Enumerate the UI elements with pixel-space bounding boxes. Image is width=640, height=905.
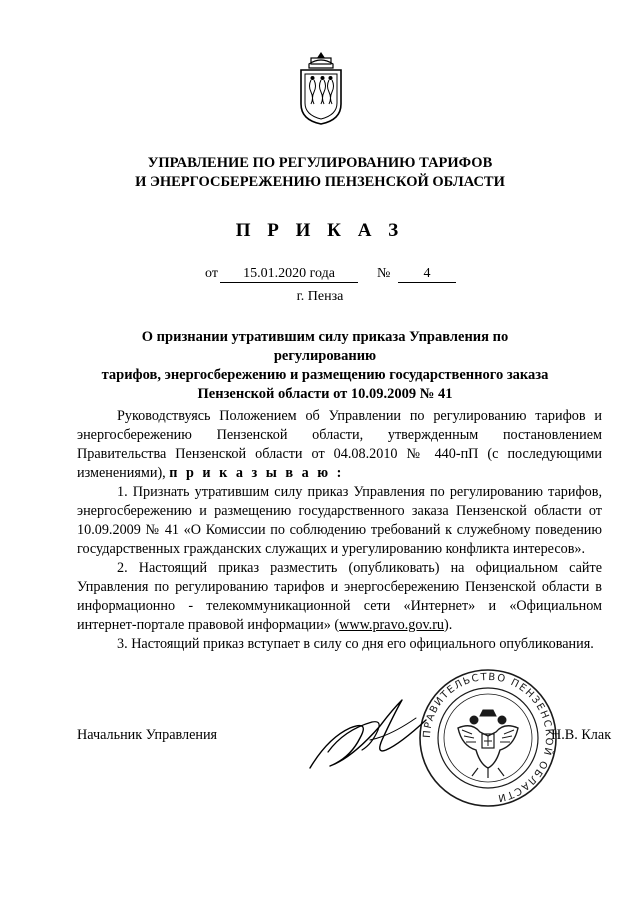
seal-ring-text: ПРАВИТЕЛЬСТВО ПЕНЗЕНСКОЙ ОБЛАСТИ (421, 671, 555, 804)
item-2-text: 2. Настоящий приказ разместить (опубликовать) на официальном сайте Управления по регулированию тарифов и энергосбережению Пензенской области в информационно - телекоммуникационной сети «Интернет» и «Официальном интернет-портале правовой информации» ( (77, 560, 602, 633)
number-prefix: № (377, 266, 391, 281)
subject-line-2: тарифов, энергосбережению и размещению государственного заказа (101, 367, 549, 383)
coat-of-arms-icon (296, 50, 346, 126)
document-type-title: П Р И К А З (235, 220, 405, 241)
item-2-end: ). (444, 617, 453, 633)
order-number: 4 (398, 266, 456, 283)
subject-line-1: О признании утратившим силу приказа Управления по регулированию (141, 329, 509, 364)
handwritten-signature (300, 690, 440, 780)
signatory-role: Начальник Управления (77, 727, 218, 743)
item-3: 3. Настоящий приказ вступает в силу со дня его официального опубликования. (117, 636, 594, 652)
subject-line-3: Пензенской области от 10.09.2009 № 41 (197, 386, 453, 402)
order-body (77, 407, 602, 654)
order-word: п р и к а з ы в а ю : (169, 465, 344, 481)
city: г. Пенза (296, 289, 344, 304)
order-subject (90, 328, 560, 404)
preamble-paragraph (77, 407, 602, 483)
org-name-line-2: И ЭНЕРГОСБЕРЕЖЕНИЮ ПЕНЗЕНСКОЙ ОБЛАСТИ (135, 174, 505, 190)
item-1: 1. Признать утратившим силу приказ Управления по регулированию тарифов, энергосбережению и размещению государственного заказа Пензенской области от 10.09.2009 № 41 «О Комиссии по соблюдению требований к служебному поведению государственных гражданских служащих и урегулированию конфликта интересов». (77, 484, 602, 557)
order-date: 15.01.2020 года (220, 266, 358, 283)
date-prefix: от (205, 266, 218, 281)
order-date-number (205, 266, 465, 284)
org-name-line-1: УПРАВЛЕНИЕ ПО РЕГУЛИРОВАНИЮ ТАРИФОВ (147, 155, 493, 171)
preamble-text: Руководствуясь Положением об Управлении по регулированию тарифов и энергосбережению Пензенской области, утвержденным постановлением Правительства Пензенской области от 04.08.2010 № 440-пП (с последующими изменениями), (77, 408, 602, 481)
signatory-name: Н.В. Клак (551, 727, 612, 743)
item-2 (77, 559, 602, 635)
pravo-link[interactable]: www.pravo.gov.ru (339, 617, 445, 633)
